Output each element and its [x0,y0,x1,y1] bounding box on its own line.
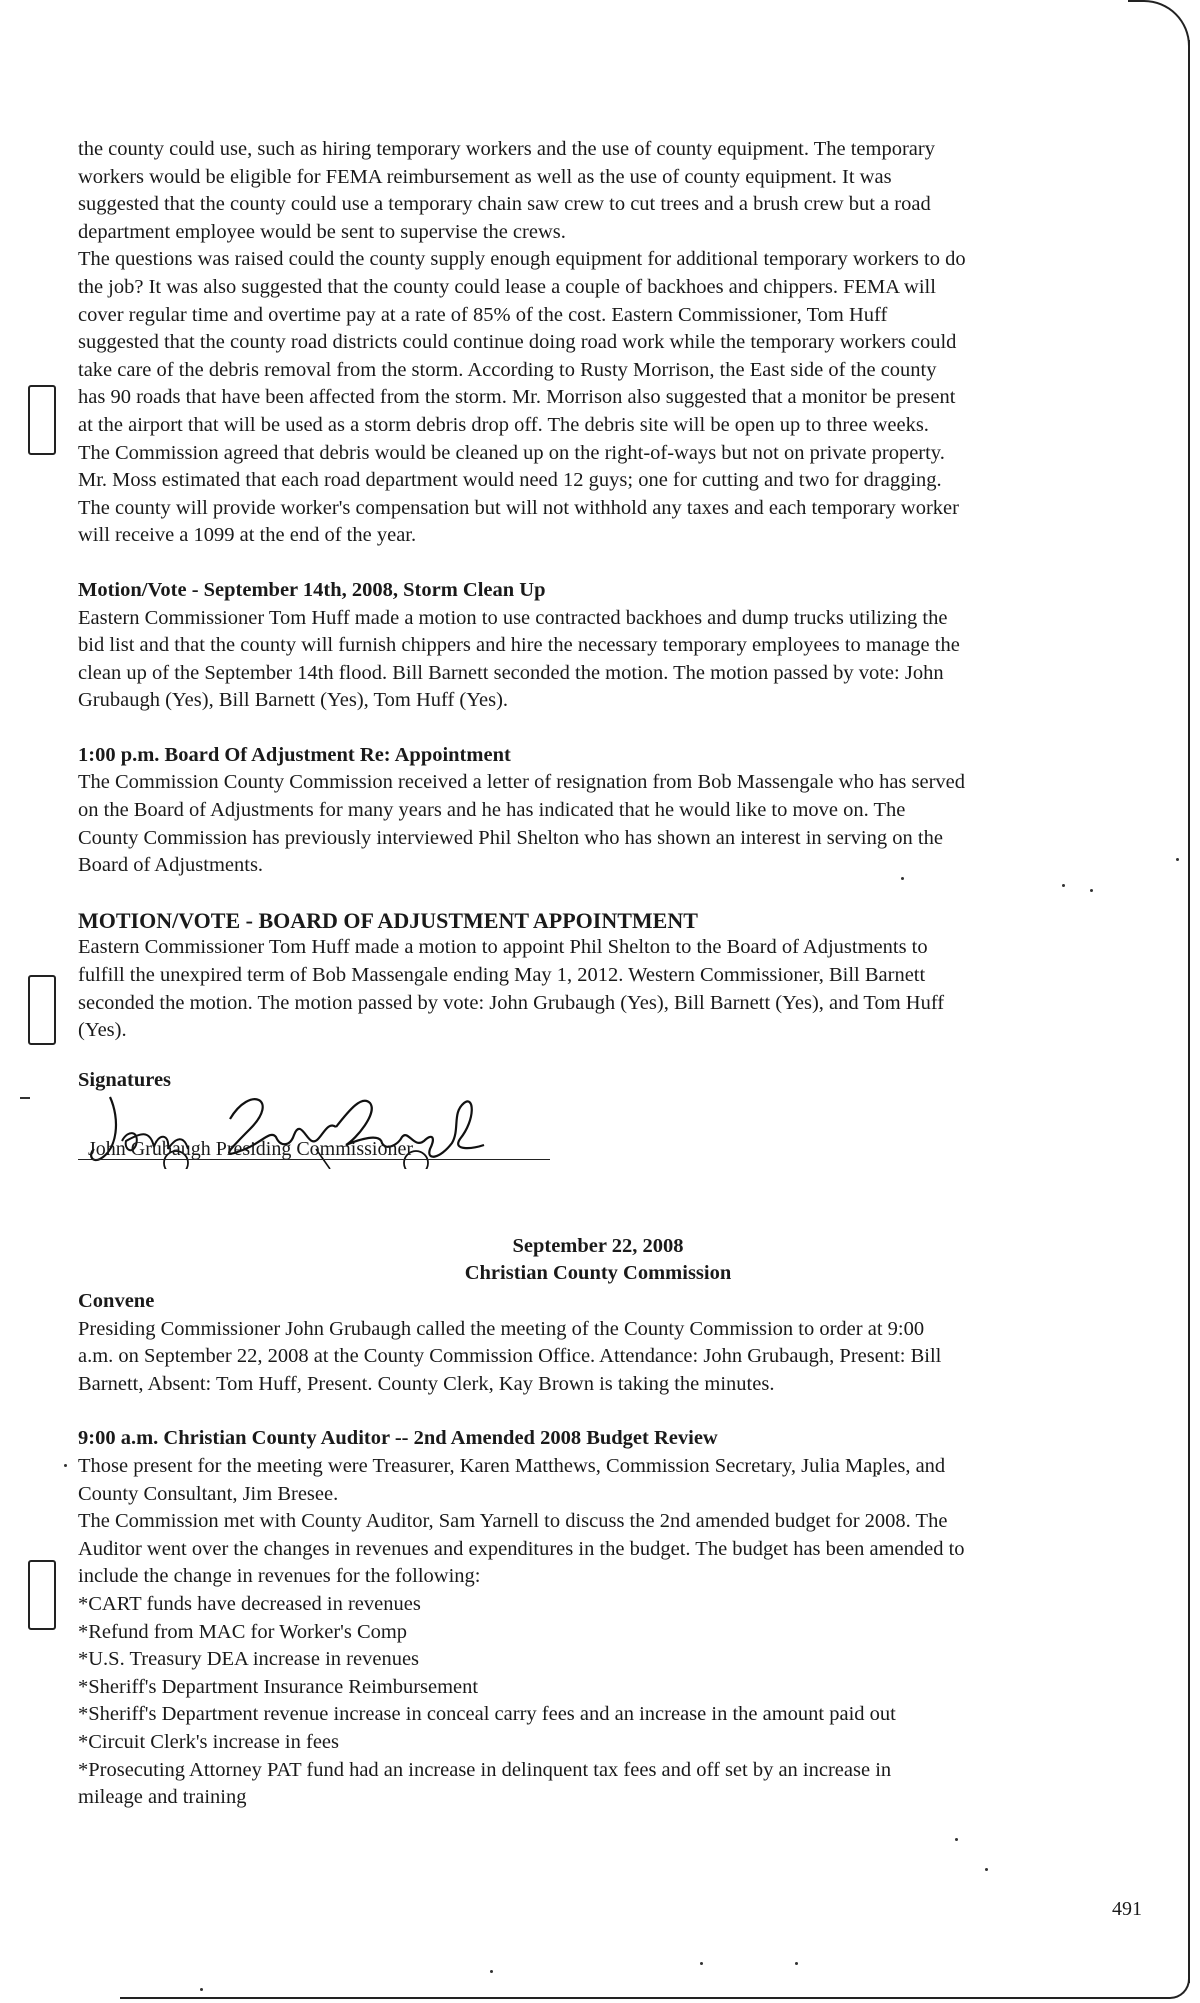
list-item: *CART funds have decreased in revenues [78,1592,421,1615]
text-line: has 90 roads that have been affected from the storm. Mr. Morrison also suggested that a monitor be present [78,386,956,409]
text-line: Eastern Commissioner Tom Huff made a motion to appoint Phil Shelton to the Board of Adjustments to [78,936,928,959]
text-line: Mr. Moss estimated that each road department would need 12 guys; one for cutting and two for dragging. [78,469,942,492]
text-line: The Commission agreed that debris would be cleaned up on the right-of-ways but not on private property. [78,441,945,464]
section-convene [78,1288,1118,1398]
text-line: Auditor went over the changes in revenues and expenditures in the budget. The budget has been amended to [78,1537,965,1560]
scan-speck [490,1970,493,1973]
text-line: The questions was raised could the county supply enough equipment for additional temporary workers to do [78,248,966,271]
signatures-label: Signatures [78,1068,172,1091]
section-storm-discussion [78,136,1118,550]
list-item: *U.S. Treasury DEA increase in revenues [78,1648,420,1671]
section-heading: 1:00 p.m. Board Of Adjustment Re: Appointment [78,743,511,766]
text-line: cover regular time and overtime pay at a rate of 85% of the cost. Eastern Commissioner, Tom Huff [78,303,888,326]
signature-block [78,1067,1118,1167]
page-corner-top-right [1128,0,1190,46]
scan-speck [955,1838,958,1841]
text-line: include the change in revenues for the following: [78,1565,481,1588]
text-line: Those present for the meeting were Treasurer, Karen Matthews, Commission Secretary, Julia Maples, and [78,1454,946,1477]
binder-hole-bottom [28,1560,56,1630]
text-line: The county will provide worker's compensation but will not withhold any taxes and each temporary worker [78,496,959,519]
scan-speck [200,1988,203,1991]
text-line: a.m. on September 22, 2008 at the County Commission Office. Attendance: John Grubaugh, Present: Bill [78,1345,942,1368]
text-line: at the airport that will be used as a storm debris drop off. The debris site will be open up to three weeks. [78,413,929,436]
list-item: mileage and training [78,1786,247,1809]
text-line: will receive a 1099 at the end of the year. [78,524,417,547]
text-line: County Consultant, Jim Bresee. [78,1482,339,1505]
text-line: suggested that the county road districts could continue doing road work while the temporary workers could [78,331,957,354]
binder-hole-top [28,385,56,455]
text-line: Grubaugh (Yes), Bill Barnett (Yes), Tom Huff (Yes). [78,689,509,712]
scan-speck [1176,858,1179,861]
section-heading: 9:00 a.m. Christian County Auditor -- 2nd Amended 2008 Budget Review [78,1427,718,1450]
signature-line [78,1159,550,1160]
text-line: Board of Adjustments. [78,854,264,877]
list-item: *Sheriff's Department Insurance Reimbursement [78,1675,479,1698]
section-auditor-review [78,1425,1118,1811]
meeting-body-name: Christian County Commission [464,1262,732,1285]
page-corner-bottom-right [1158,1977,1190,1999]
page-number: 491 [1112,1898,1142,1920]
text-line: suggested that the county could use a temporary chain saw crew to cut trees and a brush crew but a road [78,193,931,216]
list-item: *Sheriff's Department revenue increase in conceal carry fees and an increase in the amount paid out [78,1703,896,1726]
text-line: County Commission has previously interviewed Phil Shelton who has shown an interest in serving on the [78,826,943,849]
scan-dash [20,1097,30,1099]
section-heading: MOTION/VOTE - BOARD OF ADJUSTMENT APPOINTMENT [78,907,698,933]
text-line: on the Board of Adjustments for many years and he has indicated that he would like to move on. The [78,799,906,822]
text-line: Eastern Commissioner Tom Huff made a motion to use contracted backhoes and dump trucks utilizing the [78,606,948,629]
text-line: workers would be eligible for FEMA reimbursement as well as the use of county equipment. It was [78,165,892,188]
list-item: *Circuit Clerk's increase in fees [78,1730,339,1753]
text-line: seconded the motion. The motion passed by vote: John Grubaugh (Yes), Bill Barnett (Yes), and Tom Huff [78,991,945,1014]
text-line: the county could use, such as hiring temporary workers and the use of county equipment. The temporary [78,138,935,160]
scan-speck [700,1962,703,1965]
text-line: take care of the debris removal from the storm. According to Rusty Morrison, the East side of the county [78,358,937,381]
document-body [78,136,1118,1812]
text-line: the job? It was also suggested that the county could lease a couple of backhoes and chippers. FEMA will [78,275,936,298]
list-item: *Refund from MAC for Worker's Comp [78,1620,408,1643]
section-storm-motion [78,577,1118,715]
section-heading: Motion/Vote - September 14th, 2008, Storm Clean Up [78,578,546,601]
meeting-date: September 22, 2008 [512,1234,684,1257]
text-line: The Commission County Commission received a letter of resignation from Bob Massengale who has served [78,771,966,794]
signatory-name-title: John Grubaugh Presiding Commissioner [88,1137,413,1160]
section-heading: Convene [78,1290,155,1312]
scan-speck [795,1962,798,1965]
section-meeting-header [78,1233,1118,1288]
page-border-bottom [120,1997,1160,1999]
text-line: department employee would be sent to supervise the crews. [78,220,566,243]
scan-speck [985,1868,988,1871]
scan-speck [64,1464,67,1467]
page-border-right [1188,40,1190,1983]
list-item: *Prosecuting Attorney PAT fund had an increase in delinquent tax fees and off set by an increase in [78,1758,892,1781]
section-board-adjustment [78,742,1118,880]
text-line: Barnett, Absent: Tom Huff, Present. County Clerk, Kay Brown is taking the minutes. [78,1372,775,1395]
text-line: Presiding Commissioner John Grubaugh called the meeting of the County Commission to order at 9:00 [78,1317,925,1340]
text-line: The Commission met with County Auditor, Sam Yarnell to discuss the 2nd amended budget for 2008. The [78,1510,948,1533]
text-line: clean up of the September 14th flood. Bill Barnett seconded the motion. The motion passed by vote: John [78,661,944,684]
text-line: (Yes). [78,1019,127,1042]
text-line: fulfill the unexpired term of Bob Massengale ending May 1, 2012. Western Commissioner, Bill Barnett [78,964,926,987]
binder-hole-middle [28,975,56,1045]
text-line: bid list and that the county will furnish chippers and hire the necessary temporary employees to manage the [78,634,960,657]
section-board-motion [78,907,1118,1045]
